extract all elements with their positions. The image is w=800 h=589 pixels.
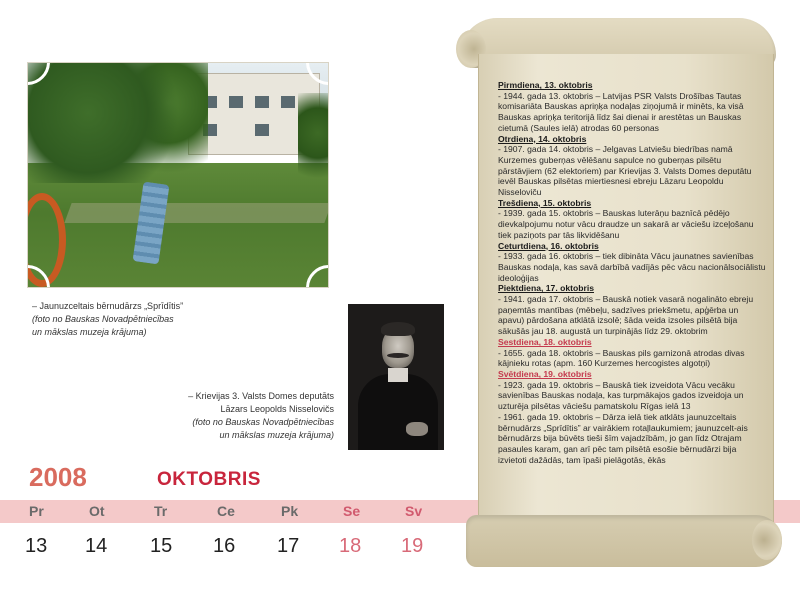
weekday-name: Ce <box>217 503 235 519</box>
caption-line: (foto no Bauskas Novadpētniecības <box>192 417 334 427</box>
weekday-date: 15 <box>150 535 173 557</box>
entry-text: - 1944. gada 13. oktobris – Latvijas PSR Valsts Drošības Tautas komisariāta Bauskas apriņķa nodaļas ziņojumā ir minēts, ka visā Bauskas apriņķa teritorijā līdz šai dienai ir arestētas un Bauskas cietumā (Saules ielā) atrodas 60 personas <box>498 90 744 133</box>
kindergarten-photo <box>27 62 329 288</box>
corner-ornament <box>27 259 56 288</box>
portrait-collar <box>388 368 408 382</box>
calendar-year: 2008 <box>29 462 87 492</box>
entry-text: - 1907. gada 14. oktobris – Jelgavas Latviešu biedrības namā Kurzemes guberņas vēlēšanu sapulce no guberņas pilsētu pārstāvjiem (62 elektoriem) par Krievijas 3. Valsts Domes deputātu ievēl Bauskas pilsētas miertiesnesi ebreju Lāzaru Leopoldu Nisseloviču <box>498 144 752 198</box>
photo-window <box>255 96 269 108</box>
portrait-moustache <box>387 353 409 358</box>
corner-ornament <box>300 62 329 91</box>
portrait-caption <box>160 390 334 442</box>
entry-heading: Sestdiena, 18. oktobris <box>498 336 592 347</box>
kindergarten-caption <box>32 300 272 339</box>
entry-heading: Otrdiena, 14. oktobris <box>498 133 587 144</box>
corner-ornament <box>27 62 56 91</box>
entry-text: - 1923. gada 19. oktobris – Bauskā tiek izveidota Vācu vecāku savienības Bauskas nodaļa, kas turpmākajos gados izveidoja un uzturēja pilsētas vāciešu pamatskolu Rīgas ielā 13 <box>498 379 744 412</box>
history-entries <box>498 80 766 492</box>
entry-text: - 1961. gada 19. oktobris – Dārza ielā tiek atklāts jaunuzceltais bērnudārzs „Sprīdītis” ar vairākiem rotaļlaukumiem; jaunuzcelt-ais bērnudārzs bija būvēts tieši šīm vajadzībām, jo gan līdz Otrajam pasaules karam, gan arī pēc tam pilsētā esošie bērnudārzi bija izvietoti dažādās, tam īpaši pielāgotās, ēkās <box>498 411 748 465</box>
weekday-name: Ot <box>89 503 105 519</box>
photo-window <box>281 96 295 108</box>
calendar-month: OKTOBRIS <box>157 469 261 490</box>
caption-line: un mākslas muzeja krājuma) <box>32 327 147 337</box>
corner-ornament <box>300 259 329 288</box>
weekday-date: 17 <box>277 535 300 557</box>
weekday-date: 19 <box>401 535 424 557</box>
photo-tree <box>298 93 329 193</box>
scroll-bottom-roll <box>466 515 782 567</box>
caption-line: un mākslas muzeja krājuma) <box>219 430 334 440</box>
weekday-date: 13 <box>25 535 48 557</box>
weekday-date: 18 <box>339 535 362 557</box>
entry-heading: Pirmdiena, 13. oktobris <box>498 80 593 90</box>
scroll-curl <box>752 520 782 560</box>
weekday-date: 14 <box>85 535 108 557</box>
photo-path <box>64 203 329 223</box>
entry-text: - 1941. gada 17. oktobris – Bauskā notiek vasarā nogalināto ebreju paņemtās mantības (mēbeļu, sadzīves priekšmetu, apģērba un apavu) pārdošana atklātā izsolē; šāda veida izsoles pilsētā bija sākušās jau 18. augustā un turpinājās līdz 29. oktobrim <box>498 294 754 337</box>
portrait-hair <box>381 322 415 336</box>
weekday-date: 16 <box>213 535 236 557</box>
weekday-name: Se <box>343 503 361 519</box>
photo-window <box>255 124 269 136</box>
entry-heading: Piektdiena, 17. oktobris <box>498 283 594 294</box>
weekday-name: Tr <box>154 503 168 519</box>
weekday-name: Sv <box>405 503 423 519</box>
caption-line: (foto no Bauskas Novadpētniecības <box>32 314 174 324</box>
entry-heading: Svētdiena, 19. oktobris <box>498 368 592 379</box>
portrait-hand <box>406 422 428 436</box>
entry-heading: Trešdiena, 15. oktobris <box>498 197 592 208</box>
caption-line: – Krievijas 3. Valsts Domes deputāts <box>188 391 334 401</box>
portrait-body <box>358 374 438 450</box>
weekday-name: Pr <box>29 503 44 519</box>
entry-text: - 1933. gada 16. oktobris – tiek dibināta Vācu jaunatnes savienības Bauskas nodaļa, kas savā darbībā vadījās pēc vācu nacionālsociālistu ideoloģijas <box>498 251 766 283</box>
entry-text: - 1655. gada 18. oktobris – Bauskas pils garnizonā atrodas divas kājnieku rotas (apm. 160 Kurzemes hercogistes algotņi) <box>498 347 745 369</box>
entry-text: - 1939. gada 15. oktobris – Bauskas luterāņu baznīcā pēdējo dievkalpojumu notur vācu draudze un sakarā ar vāciešu izceļošanu tiek paziņots par tās likvidēšanu <box>498 208 754 240</box>
portrait-photo <box>348 304 444 450</box>
weekday-name: Pk <box>281 503 299 519</box>
caption-line: – Jaunuzceltais bērnudārzs „Sprīdītis” <box>32 301 184 311</box>
entry-heading: Ceturtdiena, 16. oktobris <box>498 240 599 251</box>
caption-line: Lāzars Leopolds Nisselovičs <box>220 404 334 414</box>
photo-window <box>229 96 243 108</box>
